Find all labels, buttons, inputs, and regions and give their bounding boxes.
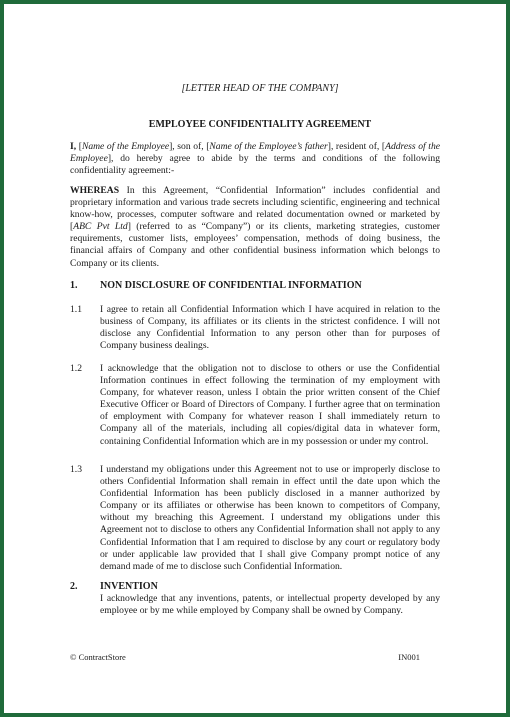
section-2-text: I acknowledge that any inventions, patents, or intellectual property developed by any employee or by me while employed by Company shall be owned by Company. [100,593,440,617]
whereas-paragraph: WHEREAS In this Agreement, “Confidential Information” includes confidential and proprietary information and various trade secrets including scientific, engineering and technical know-how, processes, computer software and related documentation owned or marketed by [ABC Pvt Ltd] (referred to as “Company”) or its clients, marketing strategies, customer requirements, customer lists, employees’ compensation, methods of doing business, the financial affairs of Company and other confidential business information which belongs to Company or its clients. [70,185,440,269]
document-page [70,0,450,717]
clause-number: 1.3 [70,464,82,475]
clause-number: 1.1 [70,304,82,315]
father-name-placeholder: Name of the Employee’s father [209,141,328,152]
letterhead-placeholder: [LETTER HEAD OF THE COMPANY] [181,83,339,94]
clause-text: I agree to retain all Confidential Information which I have acquired in relation to the business of Company, its affiliates or its clients in the strictest confidence. I will not disclose any Confidential Information to any person other than for purposes of Company business dealings. [100,304,440,352]
clause-text: I acknowledge that the obligation not to disclose to others or use the Confidential Information continues in effect following the termination of my employment with Company, for whatever reason, unless I obtain the prior written consent of the Chief Executive Officer or Board of Directors of Company. I further agree that on termination of employment with Company for whatever reason I shall immediately return to Company all of the materials, including all copies/digital data in whatever form, containing Confidential Information which are in my possession or under my control. [100,363,440,447]
section-2-number: 2. [70,581,78,592]
employee-name-placeholder: Name of the Employee [81,141,170,152]
document-title: EMPLOYEE CONFIDENTIALITY AGREEMENT [148,119,372,130]
page-footer [70,651,440,663]
intro-lead: I, [70,141,77,152]
whereas-lead: WHEREAS [70,185,120,196]
section-1-heading [70,280,362,292]
clause-text: I understand my obligations under this Agreement not to use or improperly disclose to others Confidential Information shall remain in effect until the date upon which the Confidential Information has been publicly disclosed in a manner authorized by Company or its affiliates or otherwise has been known to competitors of Company, without my breaching this Agreement. I understand my obligations under this Agreement not to disclose to others any Confidential Information shall not apply to any Confidential Information that I am required to disclose by any court or regulatory body or under applicable law provided that I shall give Company prompt notice of any demand made of me to disclose such Confidential Information. [100,464,440,572]
section-2-heading [70,581,158,593]
footer-doc-code: IN001 [398,652,420,662]
section-1-title: NON DISCLOSURE OF CONFIDENTIAL INFORMATION [100,280,362,291]
intro-paragraph: I, [Name of the Employee], son of, [Name of the Employee’s father], resident of, [Address of the Employee], do hereby agree to abide by the terms and conditions of the following confidentiality agreement:- [70,141,440,177]
company-name-placeholder: ABC Pvt Ltd [73,221,128,233]
clause-number: 1.2 [70,363,82,374]
section-2-title: INVENTION [100,581,158,592]
address-placeholder: Address of the Employee [70,141,440,165]
footer-copyright: © ContractStore [70,652,126,662]
section-1-number: 1. [70,280,78,291]
